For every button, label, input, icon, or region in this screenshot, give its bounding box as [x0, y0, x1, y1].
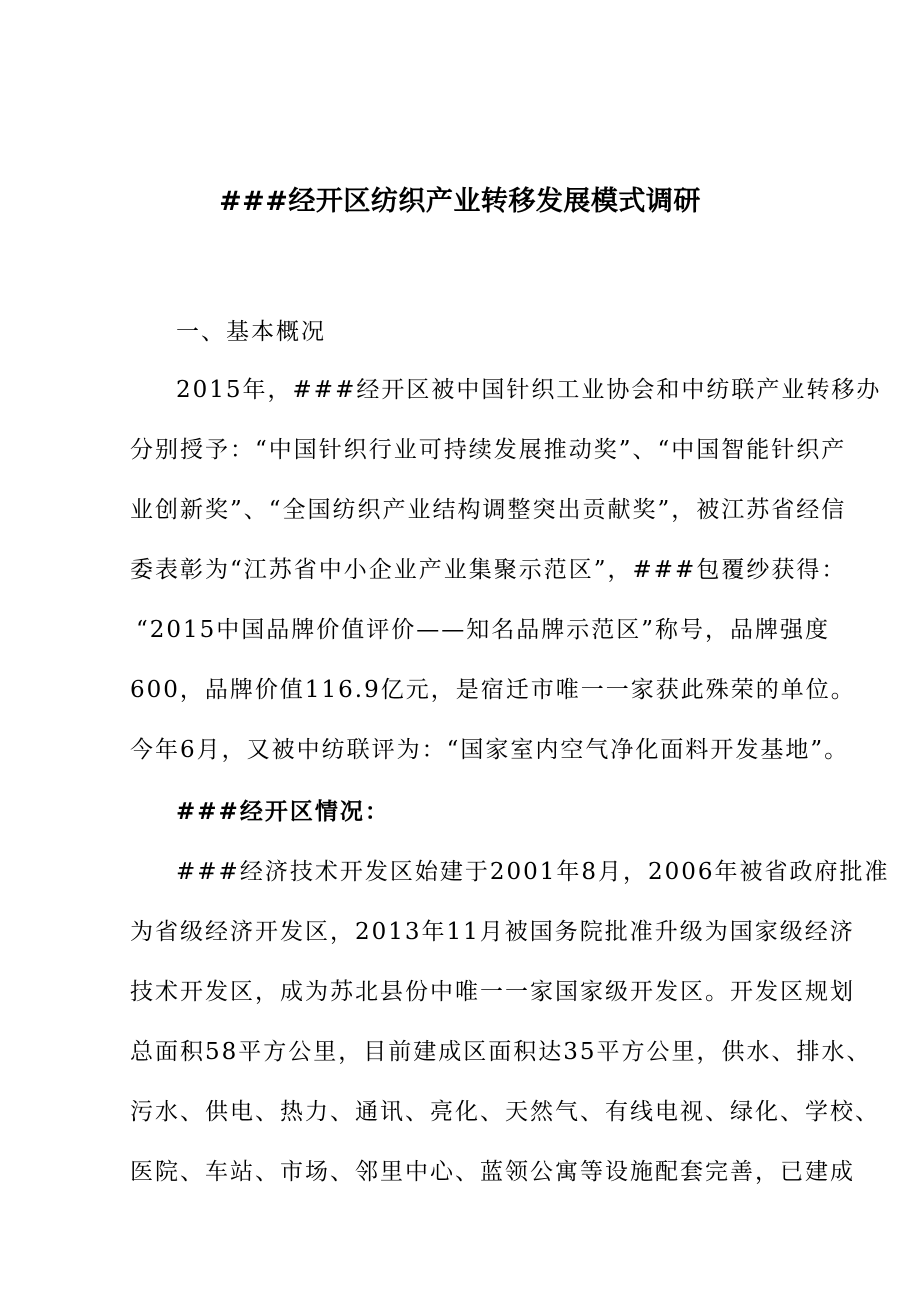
paragraph-2-line-4: 总面积58平方公里，目前建成区面积达35平方公里，供水、排水、	[130, 1039, 872, 1065]
paragraph-1-line-4: 委表彰为“江苏省中小企业产业集聚示范区”，###包覆纱获得：	[130, 557, 847, 583]
paragraph-1-line-7: 今年6月，又被中纺联评为：“国家室内空气净化面料开发基地”。	[130, 737, 850, 763]
paragraph-2-line-3: 技术开发区，成为苏北县份中唯一一家国家级开发区。开发区规划	[130, 979, 855, 1005]
document-title: ###经开区纺织产业转移发展模式调研	[219, 186, 701, 217]
paragraph-1-line-3: 业创新奖”、“全国纺织产业结构调整突出贡献奖”，被江苏省经信	[130, 497, 847, 523]
paragraph-1-line-2: 分别授予：“中国针织行业可持续发展推动奖”、“中国智能针织产	[130, 437, 847, 463]
paragraph-2-line-1: ###经济技术开发区始建于2001年8月，2006年被省政府批准	[176, 859, 890, 885]
paragraph-2-line-6: 医院、车站、市场、邻里中心、蓝领公寓等设施配套完善，已建成	[130, 1159, 855, 1185]
paragraph-2-line-5: 污水、供电、热力、通讯、亮化、天然气、有线电视、绿化、学校、	[130, 1099, 880, 1125]
paragraph-1-line-1: 2015年，###经开区被中国针织工业协会和中纺联产业转移办	[176, 377, 882, 403]
paragraph-1-line-6: 600，品牌价值116.9亿元，是宿迁市唯一一家获此殊荣的单位。	[130, 677, 856, 703]
section-heading: 一、基本概况	[176, 319, 326, 345]
paragraph-2-line-2: 为省级经济开发区，2013年11月被国务院批准升级为国家级经济	[130, 919, 855, 945]
paragraph-1-line-5: “2015中国品牌价值评价——知名品牌示范区”称号，品牌强度	[136, 617, 831, 643]
subheading: ###经开区情况：	[176, 799, 390, 825]
